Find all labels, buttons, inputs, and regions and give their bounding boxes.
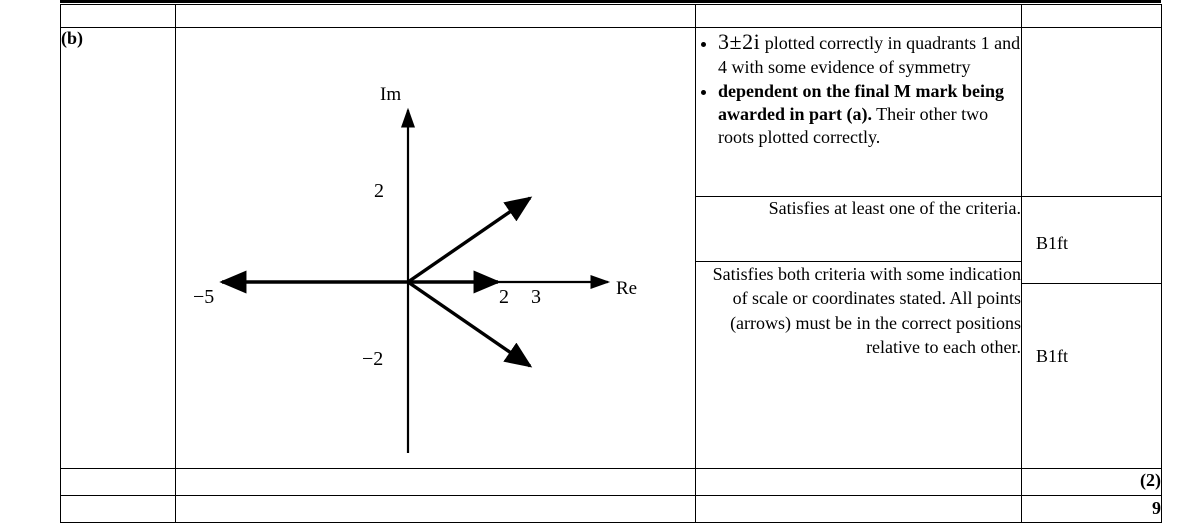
part-total-value: (2) — [1022, 469, 1162, 496]
cell-spacer-criteria — [696, 5, 1022, 28]
mark-bottom-value: B1ft — [1036, 346, 1069, 366]
mark-slot-top — [1022, 28, 1161, 197]
roots-expression: 3±2i — [718, 29, 761, 54]
criteria-bullets-cell — [696, 28, 1022, 197]
cell-qtotal-label — [61, 496, 176, 523]
vector-3-plus-2i — [408, 198, 530, 282]
mark-middle-value: B1ft — [1036, 233, 1069, 253]
cell-qtotal-work — [176, 496, 696, 523]
working-cell — [176, 28, 696, 469]
table-row-part-total — [61, 469, 1162, 496]
part-label: (b) — [61, 28, 176, 469]
argand-svg — [176, 28, 696, 468]
question-total-value: 9 — [1022, 496, 1162, 523]
mark-slot-bottom — [1022, 284, 1161, 468]
cell-total-work — [176, 469, 696, 496]
criteria-bullet-2 — [718, 80, 1021, 148]
page-top-rule — [60, 0, 1161, 3]
criteria-bullet-2-text: dependent on the final M mark being awarded in part (a). — [718, 81, 1005, 125]
criteria-bullet-2-tail: Their other two roots plotted correctly. — [718, 104, 989, 147]
real-axis-label: Re — [616, 278, 638, 299]
argand-diagram-container — [176, 28, 695, 468]
criteria-middle-cell: Satisfies at least one of the criteria. — [696, 197, 1022, 262]
tick-label-minus-2i: −2 — [362, 348, 384, 370]
cell-qtotal-criteria — [696, 496, 1022, 523]
cell-total-criteria — [696, 469, 1022, 496]
cell-total-label — [61, 469, 176, 496]
vector-3-minus-2i — [408, 282, 530, 366]
mark-column-cell — [1022, 28, 1162, 469]
tick-label-2i: 2 — [374, 180, 384, 202]
tick-label-2: 2 — [499, 286, 509, 308]
tick-label-3: 3 — [531, 286, 541, 308]
mark-slot-middle — [1022, 197, 1161, 284]
criteria-bullet-1 — [718, 28, 1021, 78]
table-row-question-total — [61, 496, 1162, 523]
cell-spacer-mark — [1022, 5, 1162, 28]
tick-label-minus-5: −5 — [193, 286, 215, 308]
imaginary-axis-label: Im — [380, 84, 402, 105]
cell-spacer-work — [176, 5, 696, 28]
table-row-spacer-top — [61, 5, 1162, 28]
criteria-bottom-cell: Satisfies both criteria with some indication of scale or coordinates stated. All points (arrows) must be in the correct positions relative to each other. — [696, 262, 1022, 469]
cell-spacer-label — [61, 5, 176, 28]
argand-diagram — [176, 28, 696, 468]
criteria-bullet-list — [696, 28, 1021, 148]
mark-scheme-table — [60, 4, 1162, 523]
criteria-bullet-1-text: plotted correctly in quadrants 1 and 4 with some evidence of symmetry — [718, 33, 1021, 77]
table-row-main — [61, 28, 1162, 197]
